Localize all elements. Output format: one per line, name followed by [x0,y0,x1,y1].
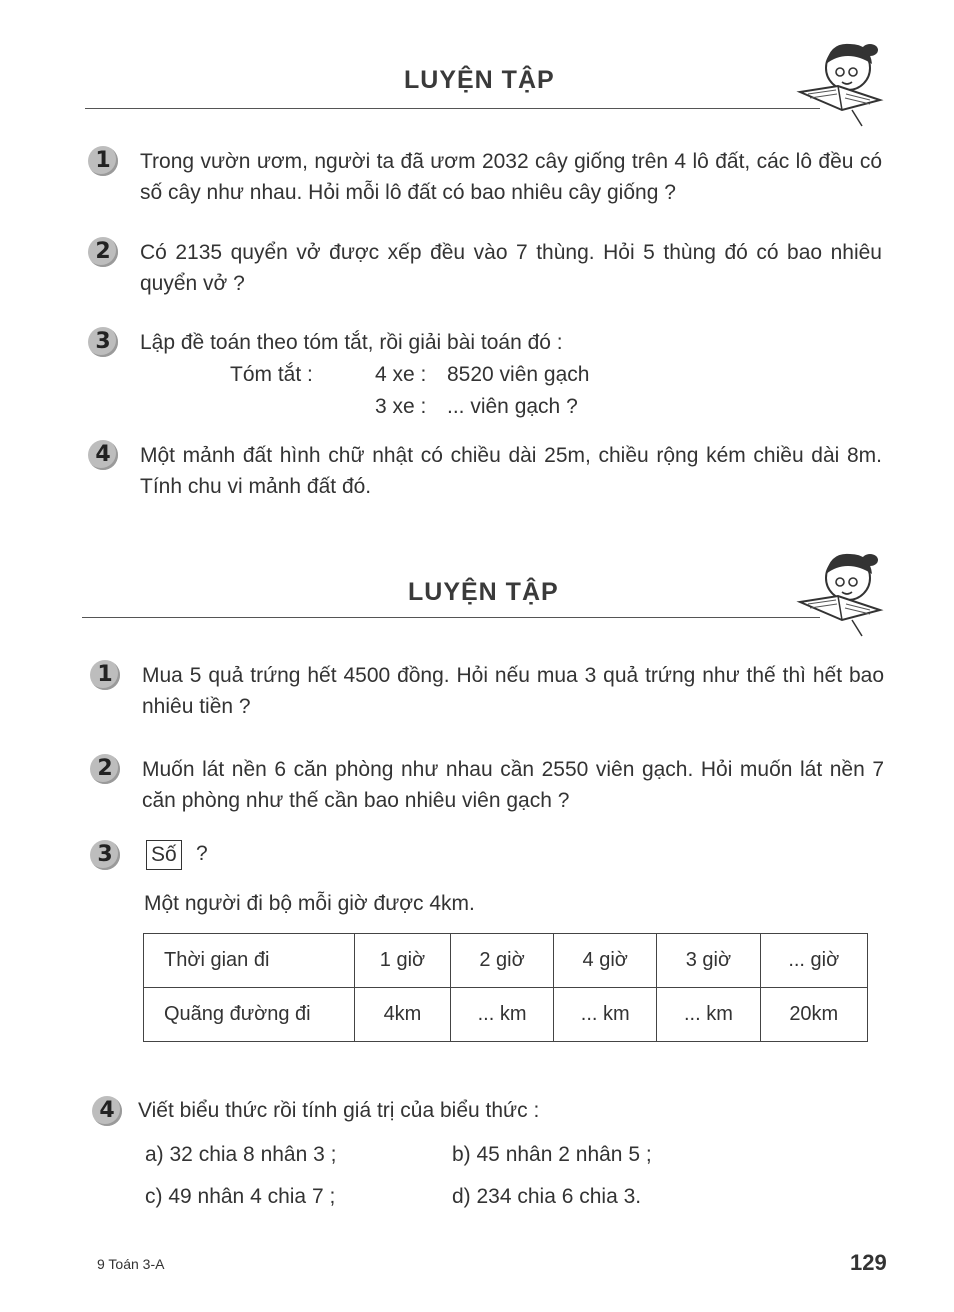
summary-right: ... viên gạch ? [447,395,578,418]
expression-item: a) 32 chia 8 nhân 3 ; [145,1143,337,1166]
exercise-number-badge: 4 [88,440,118,470]
summary-left: 3 xe : [375,395,427,418]
exercise-number-badge: 2 [90,754,120,784]
exercise-text: Một người đi bộ mỗi giờ được 4km. [144,892,475,915]
table-row [144,934,868,988]
expression-item: d) 234 chia 6 chia 3. [452,1185,642,1208]
title-divider [85,108,820,109]
exercise-number-badge: 3 [90,840,120,870]
page-number: 129 [850,1250,887,1275]
summary-left: 4 xe : [375,363,427,386]
table-cell: 20km [760,988,867,1042]
exercise-number-badge: 2 [88,237,118,267]
section-title: LUYỆN TẬP [404,66,555,94]
table-row-header: Quãng đường đi [144,988,355,1042]
exercise-text: Muốn lát nền 6 căn phòng như nhau cần 2550 viên gạch. Hỏi muốn lát nền 7 căn phòng như thế cần bao nhiêu viên gạch ? [142,758,884,812]
question-mark: ? [196,842,208,865]
table-cell: ... giờ [760,934,867,988]
footer-book-label: 9 Toán 3-A [97,1256,165,1272]
exercise-text: Một mảnh đất hình chữ nhật có chiều dài 25m, chiều rộng kém chiều dài 8m. Tính chu vi mảnh đất đó. [140,444,882,498]
exercise-text: Có 2135 quyển vở được xếp đều vào 7 thùng. Hỏi 5 thùng đó có bao nhiêu quyển vở ? [140,241,882,295]
title-divider [82,617,820,618]
reading-boy-icon [790,30,890,130]
table-cell: 2 giờ [450,934,553,988]
exercise-number-badge: 1 [88,146,118,176]
number-box-label: Số [146,840,182,870]
reading-boy-icon [790,540,890,640]
table-cell: ... km [657,988,760,1042]
exercise-text: Trong vườn ươm, người ta đã ươm 2032 cây giống trên 4 lô đất, các lô đều có số cây như nhau. Hỏi mỗi lô đất có bao nhiêu cây giống ? [140,150,882,204]
table-cell: 1 giờ [355,934,451,988]
time-distance-table [143,933,868,1042]
exercise-number-badge: 4 [92,1096,122,1126]
table-cell: 4km [355,988,451,1042]
table-row-header: Thời gian đi [144,934,355,988]
table-cell: ... km [450,988,553,1042]
exercise-text: Mua 5 quả trứng hết 4500 đồng. Hỏi nếu mua 3 quả trứng như thế thì hết bao nhiêu tiền ? [142,664,884,718]
table-cell: 3 giờ [657,934,760,988]
expression-item: c) 49 nhân 4 chia 7 ; [145,1185,336,1208]
exercise-number-badge: 1 [90,660,120,690]
table-cell: ... km [554,988,657,1042]
exercise-number-badge: 3 [88,327,118,357]
table-cell: 4 giờ [554,934,657,988]
section-title: LUYỆN TẬP [408,578,559,606]
expression-item: b) 45 nhân 2 nhân 5 ; [452,1143,652,1166]
summary-label: Tóm tắt : [230,363,313,386]
summary-right: 8520 viên gạch [447,363,590,386]
exercise-text: Lập đề toán theo tóm tắt, rồi giải bài toán đó : [140,331,563,354]
table-row [144,988,868,1042]
exercise-text: Viết biểu thức rồi tính giá trị của biểu thức : [138,1099,540,1122]
